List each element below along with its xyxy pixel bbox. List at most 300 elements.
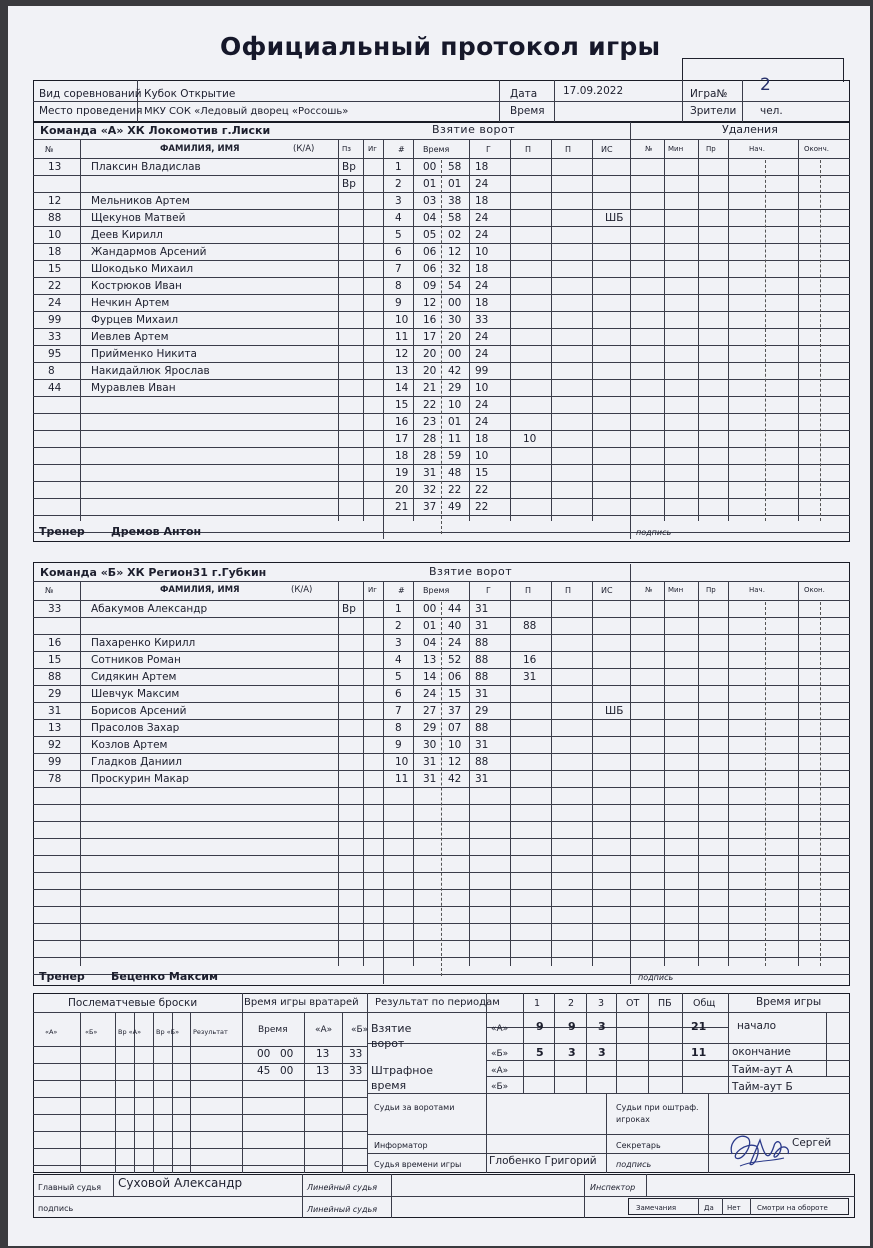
team-b-coach-sign-label: подпись bbox=[638, 973, 674, 982]
goal-number: 3 bbox=[395, 195, 402, 207]
goal-minute: 27 bbox=[423, 705, 437, 717]
rule bbox=[469, 582, 470, 966]
goal-number: 19 bbox=[395, 467, 409, 479]
shootout-col-header: «Б» bbox=[85, 1028, 98, 1036]
pim-label: Штрафное время bbox=[371, 1064, 433, 1092]
col-position-header: Пз bbox=[342, 145, 351, 153]
goal-minute: 06 bbox=[423, 246, 437, 258]
team-a-penalties-title: Удаления bbox=[722, 123, 778, 136]
goal-second: 58 bbox=[448, 161, 462, 173]
secretary-sign-label: подпись bbox=[616, 1160, 652, 1169]
player-name: Мельников Артем bbox=[91, 195, 190, 207]
gk-time-title: Время игры вратарей bbox=[244, 997, 359, 1008]
rule bbox=[33, 1046, 242, 1047]
period-pim-team-a-label: «А» bbox=[491, 1066, 509, 1076]
col-strength-header: ИС bbox=[601, 145, 613, 154]
rule bbox=[820, 160, 821, 521]
player-number: 33 bbox=[48, 331, 62, 343]
goal-scorer: 24 bbox=[475, 331, 489, 343]
goal-number: 10 bbox=[395, 314, 409, 326]
player-name: Сотников Роман bbox=[91, 654, 181, 666]
player-number: 24 bbox=[48, 297, 62, 309]
goal-minute: 32 bbox=[423, 484, 437, 496]
goal-number: 1 bbox=[395, 603, 402, 615]
goal-second: 37 bbox=[448, 705, 462, 717]
goal-number: 4 bbox=[395, 212, 402, 224]
col-played-header: Иг bbox=[368, 145, 377, 153]
player-name: Плаксин Владислав bbox=[91, 161, 201, 173]
remarks-no: Нет bbox=[727, 1204, 741, 1212]
goal-second: 24 bbox=[448, 637, 462, 649]
col-penalty-reason-header: Пр bbox=[706, 586, 716, 594]
timekeeper-label: Судья времени игры bbox=[374, 1160, 462, 1169]
remarks-label: Замечания bbox=[636, 1204, 677, 1212]
goal-scorer: 88 bbox=[475, 722, 489, 734]
period-col-header: 1 bbox=[534, 998, 541, 1009]
rule bbox=[551, 582, 552, 966]
period-col-header: ОТ bbox=[626, 998, 640, 1009]
goal-minute: 20 bbox=[423, 365, 437, 377]
player-name: Муравлев Иван bbox=[91, 382, 176, 394]
period-goals-team-b-label: «Б» bbox=[491, 1049, 509, 1059]
player-number: 29 bbox=[48, 688, 62, 700]
col-time-header: Время bbox=[423, 586, 450, 595]
goal-scorer: 88 bbox=[475, 756, 489, 768]
rule bbox=[728, 1060, 850, 1061]
goal-minute: 23 bbox=[423, 416, 437, 428]
player-number: 99 bbox=[48, 314, 62, 326]
player-number: 13 bbox=[48, 722, 62, 734]
goal-second: 30 bbox=[448, 314, 462, 326]
player-number: 18 bbox=[48, 246, 62, 258]
player-number: 33 bbox=[48, 603, 62, 615]
secretary-label: Секретарь bbox=[616, 1141, 661, 1150]
col-goal-number-header: # bbox=[398, 145, 405, 154]
player-name: Фурцев Михаил bbox=[91, 314, 179, 326]
col-penalty-start-header: Нач. bbox=[749, 586, 765, 594]
goal-number: 9 bbox=[395, 739, 402, 751]
goal-second: 32 bbox=[448, 263, 462, 275]
col-goal-header: Г bbox=[486, 586, 491, 595]
goal-number: 15 bbox=[395, 399, 409, 411]
goal-scorer: 29 bbox=[475, 705, 489, 717]
competition-label: Вид соревнований bbox=[39, 88, 142, 100]
period-goals-team-a: 21 bbox=[691, 1020, 707, 1033]
rule bbox=[338, 582, 339, 966]
shootout-col-header: Результат bbox=[193, 1028, 228, 1036]
player-number: 15 bbox=[48, 263, 62, 275]
goal-minute: 28 bbox=[423, 450, 437, 462]
goal-minute: 04 bbox=[423, 637, 437, 649]
goal-number: 14 bbox=[395, 382, 409, 394]
rule bbox=[242, 1114, 367, 1115]
goal-number: 13 bbox=[395, 365, 409, 377]
player-number: 92 bbox=[48, 739, 62, 751]
goal-minute: 00 bbox=[423, 161, 437, 173]
rule bbox=[33, 1097, 242, 1098]
document-title: Официальный протокол игры bbox=[220, 32, 661, 61]
goal-minute: 00 bbox=[423, 603, 437, 615]
period-goals-team-a: 9 bbox=[568, 1020, 576, 1033]
goal-minute: 01 bbox=[423, 178, 437, 190]
goal-number: 5 bbox=[395, 671, 402, 683]
goal-second: 00 bbox=[448, 348, 462, 360]
goal-second: 44 bbox=[448, 603, 462, 615]
goal-number: 11 bbox=[395, 331, 409, 343]
gk-time-team-b: 33 bbox=[349, 1065, 363, 1077]
goal-scorer: 18 bbox=[475, 195, 489, 207]
goal-assist: 88 bbox=[523, 620, 537, 632]
secretary-signature bbox=[726, 1124, 796, 1174]
team-a-goals-title: Взятие ворот bbox=[432, 123, 516, 136]
shootout-title: Послематчевые броски bbox=[68, 997, 198, 1009]
rule bbox=[33, 1080, 242, 1081]
gk-time-minutes: 45 bbox=[257, 1065, 271, 1077]
rule bbox=[820, 602, 821, 966]
periods-title: Результат по периодам bbox=[375, 997, 500, 1008]
period-goals-team-b: 3 bbox=[598, 1046, 606, 1059]
rule bbox=[664, 582, 665, 966]
rule bbox=[242, 1063, 367, 1064]
col-penalty-min-header: Мин bbox=[668, 586, 684, 594]
player-number: 8 bbox=[48, 365, 55, 377]
venue-value: МКУ СОК «Ледовый дворец «Россошь» bbox=[144, 106, 349, 117]
date-value: 17.09.2022 bbox=[563, 85, 624, 97]
goal-minute: 31 bbox=[423, 756, 437, 768]
goal-minute: 31 bbox=[423, 467, 437, 479]
col-number-header: № bbox=[45, 586, 54, 595]
player-number: 78 bbox=[48, 773, 62, 785]
player-position: Вр bbox=[342, 603, 356, 615]
goal-number: 11 bbox=[395, 773, 409, 785]
player-name: Прасолов Захар bbox=[91, 722, 180, 734]
col-goal-number-header: # bbox=[398, 586, 405, 595]
goal-number: 1 bbox=[395, 161, 402, 173]
period-goals-team-a: 3 bbox=[598, 1020, 606, 1033]
goal-second: 29 bbox=[448, 382, 462, 394]
goal-number: 2 bbox=[395, 620, 402, 632]
goal-scorer: 18 bbox=[475, 263, 489, 275]
goal-number: 10 bbox=[395, 756, 409, 768]
goal-number: 17 bbox=[395, 433, 409, 445]
col-goal-header: Г bbox=[486, 145, 491, 154]
player-number: 22 bbox=[48, 280, 62, 292]
period-col-header: 2 bbox=[568, 998, 575, 1009]
goal-second: 11 bbox=[448, 433, 462, 445]
goal-assist: 10 bbox=[523, 433, 537, 445]
linesman-2-label: Линейный судья bbox=[307, 1205, 378, 1214]
game-time-title: Время игры bbox=[756, 996, 822, 1008]
period-goals-team-a-label: «А» bbox=[491, 1024, 509, 1034]
team-a-coach-label: Тренер bbox=[39, 525, 85, 538]
rule bbox=[33, 1063, 242, 1064]
col-assist1-header: П bbox=[525, 145, 532, 154]
linesman-1-label: Линейный судья bbox=[307, 1183, 378, 1192]
goal-number: 12 bbox=[395, 348, 409, 360]
gk-time-col-header: Время bbox=[258, 1025, 288, 1035]
player-name: Козлов Артем bbox=[91, 739, 168, 751]
rule bbox=[363, 582, 364, 966]
col-penalty-start-header: Нач. bbox=[749, 145, 765, 153]
gk-time-team-b: 33 bbox=[349, 1048, 363, 1060]
goal-second: 22 bbox=[448, 484, 462, 496]
goal-scorer: 22 bbox=[475, 484, 489, 496]
goal-scorer: 10 bbox=[475, 450, 489, 462]
goal-scorer: 24 bbox=[475, 348, 489, 360]
remarks-yes: Да bbox=[704, 1204, 714, 1212]
goal-strength: ШБ bbox=[605, 705, 624, 717]
goal-minute: 28 bbox=[423, 433, 437, 445]
goal-minute: 17 bbox=[423, 331, 437, 343]
col-ka-header: (К/А) bbox=[291, 585, 313, 595]
goal-number: 5 bbox=[395, 229, 402, 241]
rule bbox=[242, 1131, 367, 1132]
game-value: 2 bbox=[760, 75, 771, 95]
col-penalty-end-header: Окон. bbox=[804, 586, 825, 594]
venue-label: Место проведения bbox=[39, 105, 143, 117]
goal-number: 2 bbox=[395, 178, 402, 190]
timeout-b-label: Тайм-аут Б bbox=[732, 1081, 793, 1093]
goal-second: 01 bbox=[448, 178, 462, 190]
goal-minute: 13 bbox=[423, 654, 437, 666]
goal-scorer: 24 bbox=[475, 212, 489, 224]
goal-minute: 30 bbox=[423, 739, 437, 751]
goal-second: 20 bbox=[448, 331, 462, 343]
gk-time-seconds: 00 bbox=[280, 1065, 294, 1077]
gk-time-team-a: 13 bbox=[316, 1048, 330, 1060]
goal-scorer: 88 bbox=[475, 671, 489, 683]
goal-scorer: 10 bbox=[475, 382, 489, 394]
secretary-name: Сергей bbox=[792, 1137, 832, 1149]
remarks-see-back: Смотри на обороте bbox=[757, 1204, 828, 1212]
rule bbox=[441, 602, 442, 976]
period-col-header: ПБ bbox=[658, 998, 672, 1009]
goal-second: 42 bbox=[448, 773, 462, 785]
gk-time-minutes: 00 bbox=[257, 1048, 271, 1060]
player-name: Иевлев Артем bbox=[91, 331, 169, 343]
goal-scorer: 99 bbox=[475, 365, 489, 377]
goal-number: 20 bbox=[395, 484, 409, 496]
goal-number: 7 bbox=[395, 263, 402, 275]
player-number: 13 bbox=[48, 161, 62, 173]
col-penalty-min-header: Мин bbox=[668, 145, 684, 153]
period-col-header: Общ bbox=[693, 998, 716, 1009]
competition-value: Кубок Открытие bbox=[144, 88, 236, 100]
player-number: 15 bbox=[48, 654, 62, 666]
goal-second: 02 bbox=[448, 229, 462, 241]
rule bbox=[728, 582, 729, 966]
rule bbox=[242, 1148, 367, 1149]
period-pim-team-b-label: «Б» bbox=[491, 1082, 509, 1092]
goal-minute: 14 bbox=[423, 671, 437, 683]
goal-minute: 16 bbox=[423, 314, 437, 326]
goal-minute: 37 bbox=[423, 501, 437, 513]
game-end-label: окончание bbox=[732, 1046, 791, 1058]
shootout-col-header: «А» bbox=[45, 1028, 58, 1036]
player-number: 88 bbox=[48, 671, 62, 683]
rule bbox=[698, 582, 699, 966]
goal-scorer: 18 bbox=[475, 433, 489, 445]
rule bbox=[242, 1165, 367, 1166]
goal-second: 10 bbox=[448, 739, 462, 751]
goal-minute: 12 bbox=[423, 297, 437, 309]
rule bbox=[728, 1043, 850, 1044]
goal-scorer: 18 bbox=[475, 297, 489, 309]
player-name: Деев Кирилл bbox=[91, 229, 163, 241]
goal-scorer: 88 bbox=[475, 654, 489, 666]
goal-assist: 31 bbox=[523, 671, 537, 683]
player-name: Пахаренко Кирилл bbox=[91, 637, 196, 649]
rule bbox=[80, 582, 81, 966]
gk-time-col-header: «Б» bbox=[351, 1025, 369, 1035]
player-name: Абакумов Александр bbox=[91, 603, 208, 615]
col-assist2-header: П bbox=[565, 586, 572, 595]
goal-minute: 06 bbox=[423, 263, 437, 275]
informer-label: Информатор bbox=[374, 1141, 428, 1150]
player-number: 16 bbox=[48, 637, 62, 649]
goal-minute: 29 bbox=[423, 722, 437, 734]
player-name: Сидякин Артем bbox=[91, 671, 177, 683]
goal-second: 58 bbox=[448, 212, 462, 224]
player-name: Накидайлюк Ярослав bbox=[91, 365, 210, 377]
rule bbox=[33, 1148, 242, 1149]
rule bbox=[33, 600, 850, 601]
goal-assist: 16 bbox=[523, 654, 537, 666]
goal-number: 21 bbox=[395, 501, 409, 513]
goal-scorer: 24 bbox=[475, 280, 489, 292]
goal-judges-label: Судьи за воротами bbox=[374, 1103, 455, 1112]
period-goals-team-b: 3 bbox=[568, 1046, 576, 1059]
player-number: 12 bbox=[48, 195, 62, 207]
goal-number: 8 bbox=[395, 280, 402, 292]
goal-second: 40 bbox=[448, 620, 462, 632]
spectators-label: Зрители bbox=[690, 105, 737, 117]
player-name: Проскурин Макар bbox=[91, 773, 189, 785]
time-label: Время bbox=[510, 105, 545, 117]
shootout-col-header: Вр «Б» bbox=[156, 1028, 180, 1036]
goal-scorer: 31 bbox=[475, 773, 489, 785]
rule bbox=[383, 140, 384, 539]
rule bbox=[413, 582, 414, 966]
period-goals-team-b: 5 bbox=[536, 1046, 544, 1059]
period-goals-team-a: 9 bbox=[536, 1020, 544, 1033]
goal-second: 01 bbox=[448, 416, 462, 428]
goal-number: 4 bbox=[395, 654, 402, 666]
goal-second: 15 bbox=[448, 688, 462, 700]
goal-number: 9 bbox=[395, 297, 402, 309]
goal-minute: 01 bbox=[423, 620, 437, 632]
penalty-judges-label: Судьи при оштраф. игроках bbox=[616, 1103, 699, 1124]
goal-scorer: 24 bbox=[475, 416, 489, 428]
goal-scorer: 31 bbox=[475, 688, 489, 700]
col-penalty-number-header: № bbox=[645, 145, 653, 153]
rule bbox=[242, 1080, 367, 1081]
goal-second: 42 bbox=[448, 365, 462, 377]
rule bbox=[33, 1114, 242, 1115]
goal-second: 54 bbox=[448, 280, 462, 292]
col-name-header: ФАМИЛИЯ, ИМЯ bbox=[160, 585, 240, 595]
timekeeper-name: Глобенко Григорий bbox=[489, 1155, 597, 1167]
goals-label: Взятие ворот bbox=[371, 1022, 412, 1050]
rule bbox=[242, 1097, 367, 1098]
goal-scorer: 24 bbox=[475, 178, 489, 190]
rule bbox=[486, 1076, 728, 1077]
rule bbox=[798, 582, 799, 966]
goal-scorer: 31 bbox=[475, 739, 489, 751]
goal-minute: 04 bbox=[423, 212, 437, 224]
team-a-name: Команда «А» ХК Локомотив г.Лиски bbox=[40, 124, 271, 137]
protocol-sheet bbox=[8, 6, 870, 1246]
goal-scorer: 33 bbox=[475, 314, 489, 326]
goal-second: 49 bbox=[448, 501, 462, 513]
goal-second: 10 bbox=[448, 399, 462, 411]
col-time-header: Время bbox=[423, 145, 450, 154]
goal-number: 6 bbox=[395, 246, 402, 258]
game-label: Игра№ bbox=[690, 88, 728, 100]
player-name: Кострюков Иван bbox=[91, 280, 182, 292]
goal-scorer: 22 bbox=[475, 501, 489, 513]
team-b-coach-label: Тренер bbox=[39, 970, 85, 983]
player-name: Шевчук Максим bbox=[91, 688, 180, 700]
gk-time-col-header: «А» bbox=[315, 1025, 333, 1035]
col-name-header: ФАМИЛИЯ, ИМЯ bbox=[160, 144, 240, 154]
goal-number: 18 bbox=[395, 450, 409, 462]
goal-minute: 22 bbox=[423, 399, 437, 411]
player-number: 99 bbox=[48, 756, 62, 768]
player-number: 88 bbox=[48, 212, 62, 224]
goal-scorer: 31 bbox=[475, 620, 489, 632]
goal-scorer: 24 bbox=[475, 399, 489, 411]
gk-time-seconds: 00 bbox=[280, 1048, 294, 1060]
goal-scorer: 18 bbox=[475, 161, 489, 173]
goal-second: 12 bbox=[448, 246, 462, 258]
period-col-header: 3 bbox=[598, 998, 605, 1009]
goal-minute: 09 bbox=[423, 280, 437, 292]
player-position: Вр bbox=[342, 178, 356, 190]
rule bbox=[33, 158, 850, 159]
rule bbox=[765, 602, 766, 966]
rule bbox=[826, 1012, 827, 1076]
spectators-unit: чел. bbox=[760, 105, 783, 117]
goal-minute: 24 bbox=[423, 688, 437, 700]
rule bbox=[630, 122, 631, 539]
goal-second: 06 bbox=[448, 671, 462, 683]
col-assist2-header: П bbox=[565, 145, 572, 154]
player-number: 31 bbox=[48, 705, 62, 717]
team-a-coach-name: Дремов Антон bbox=[111, 525, 202, 538]
timeout-a-label: Тайм-аут А bbox=[732, 1064, 793, 1076]
inspector-label: Инспектор bbox=[590, 1183, 636, 1192]
team-a-coach-sign-label: подпись bbox=[636, 528, 672, 537]
team-b-coach-name: Беценко Максим bbox=[111, 970, 218, 983]
shootout-col-header: Вр «А» bbox=[118, 1028, 142, 1036]
goal-strength: ШБ bbox=[605, 212, 624, 224]
rule bbox=[441, 160, 442, 534]
goal-number: 6 bbox=[395, 688, 402, 700]
goal-scorer: 10 bbox=[475, 246, 489, 258]
player-number: 44 bbox=[48, 382, 62, 394]
rule bbox=[486, 1060, 728, 1061]
col-played-header: Иг bbox=[368, 586, 377, 594]
player-name: Борисов Арсений bbox=[91, 705, 187, 717]
goal-minute: 05 bbox=[423, 229, 437, 241]
goal-second: 07 bbox=[448, 722, 462, 734]
goal-minute: 03 bbox=[423, 195, 437, 207]
date-label: Дата bbox=[510, 88, 538, 100]
rule bbox=[592, 582, 593, 966]
player-name: Щекунов Матвей bbox=[91, 212, 186, 224]
player-name: Нечкин Артем bbox=[91, 297, 170, 309]
